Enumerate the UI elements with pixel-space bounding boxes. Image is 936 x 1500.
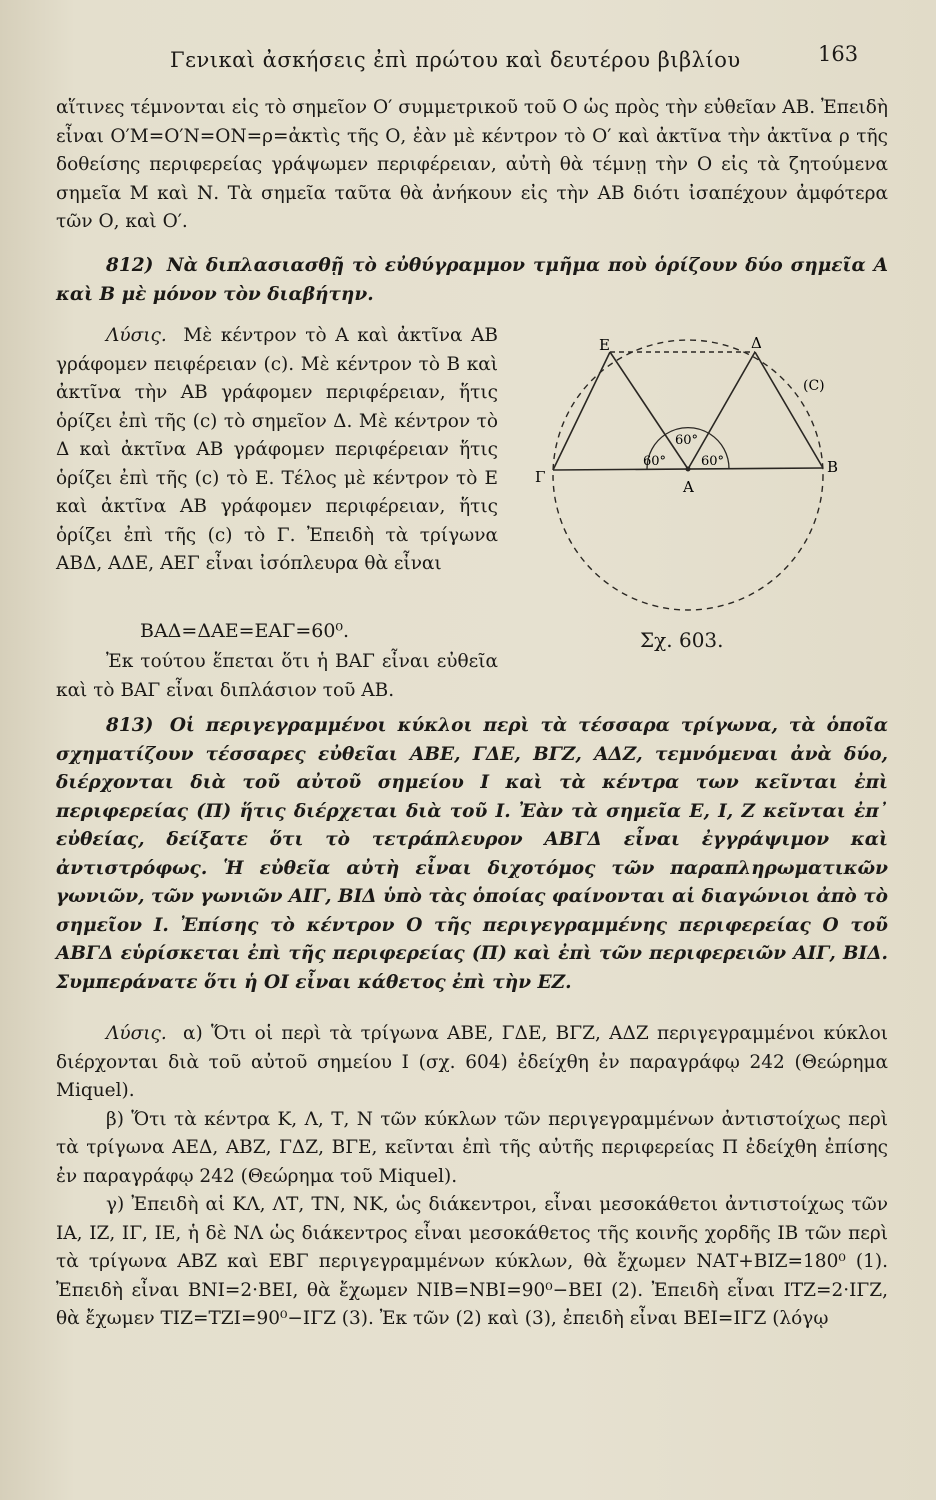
exercise-813-number: 813)	[106, 715, 154, 736]
exercise-812-statement: Νὰ διπλασιασθῇ τὸ εὐθύγραμμον τμῆμα ποὺ ὁρίζουν δύο σημεῖα Α καὶ Β μὲ μόνον τὸν διαβήτην.	[56, 255, 888, 305]
point-A	[686, 467, 691, 472]
label-A: Α	[683, 478, 694, 496]
exercise-812-conclusion-block	[56, 648, 498, 705]
exercise-812-solution	[56, 322, 498, 579]
exercise-813-statement: Οἱ περιγεγραμμένοι κύκλοι περὶ τὰ τέσσαρα τρίγωνα, τὰ ὁποῖα σχηματίζουν τέσσαρες εὐθεῖαι ΑΒΕ, ΓΔΕ, ΒΓΖ, ΑΔΖ, τεμνόμεναι ἀνὰ δύο, διέρχονται διὰ τοῦ αὐτοῦ σημείου Ι καὶ τὰ κέντρα των κεῖνται ἐπὶ περιφερείας (Π) ἥτις διέρχεται διὰ τοῦ Ι. Ἐὰν τὰ σημεῖα Ε, Ι, Ζ κεῖνται ἐπ᾽ εὐθείας, δείξατε ὅτι τὸ τετράπλευρον ΑΒΓΔ εἶναι ἐγγράψιμον καὶ ἀντιστρόφως. Ἡ εὐθεῖα αὐτὴ εἶναι διχοτόμος τῶν παραπληρωματικῶν γωνιῶν, τῶν γωνιῶν ΑΙΓ, ΒΙΔ ὑπὸ τὰς ὁποίας φαίνονται αἱ διαγώνιοι ἀπὸ τὸ σημεῖον Ι. Ἐπίσης τὸ κέντρον Ο τῆς περιγεγραμμένης περιφερείας Ο τοῦ ΑΒΓΔ εὑρίσκεται ἐπὶ τῆς περιφερείας (Π) καὶ ἐπὶ τῶν περιφερειῶν ΑΙΓ, ΒΙΔ. Συμπεράνατε ὅτι ἡ ΟΙ εἶναι κάθετος ἐπὶ τὴν ΕΖ.	[56, 715, 888, 993]
segment-E-G	[553, 352, 610, 470]
label-G: Γ	[535, 468, 546, 486]
exercise-812-number: 812)	[106, 255, 154, 276]
angle-label-left: 60°	[643, 454, 667, 469]
page-number: 163	[818, 42, 859, 66]
solution-813-label: Λύσις.	[106, 1023, 167, 1044]
solution-813-part-a: α) Ὅτι οἱ περὶ τὰ τρίγωνα ΑΒΕ, ΓΔΕ, ΒΓΖ, ΑΔΖ περιγεγραμμένοι κύκλοι διέρχονται διὰ τοῦ αὐτοῦ σημείου Ι (σχ. 604) ἐδείχθη ἐν παραγράφῳ 242 (Θεώρημα Miquel).	[56, 1023, 888, 1101]
segment-D-B	[755, 352, 823, 468]
figure-caption: Σχ. 603.	[640, 628, 724, 652]
solution-812-text: Μὲ κέντρον τὸ Α καὶ ἀκτῖνα ΑΒ γράφομεν πειφέρειαν (c). Μὲ κέντρον τὸ Β καὶ ἀκτῖνα τὴν ΑΒ γράφομεν περιφέρειαν, ἥτις ὁρίζει ἐπὶ τῆς (c) τὸ σημεῖον Δ. Μὲ κέντρον τὸ Δ καὶ ἀκτῖνα ΑΒ γράφομεν περιφέρειαν ἥτις ὁρίζει ἐπὶ τῆς (c) τὸ Ε. Τέλος μὲ κέντρον τὸ Ε καὶ ἀκτῖνα ΑΒ γράφομεν περιφέρειαν, ἥτις ὁρίζει ἐπὶ τῆς (c) τὸ Γ. Ἐπειδὴ τὰ τρίγωνα ΑΒΔ, ΑΔΕ, ΑΕΓ εἶναι ἰσόπλευρα θὰ εἶναι	[56, 325, 498, 574]
exercise-813-solution	[56, 1020, 888, 1334]
intro-paragraph-block	[56, 94, 888, 237]
angle-label-middle: 60°	[675, 433, 699, 448]
label-D: Δ	[751, 334, 762, 352]
label-E: Ε	[599, 336, 610, 354]
segment-A-D	[688, 352, 755, 469]
angle-formula: ΒΑΔ=ΔΑΕ=ΕΑΓ=60⁰.	[140, 620, 350, 642]
label-B: Β	[827, 458, 839, 476]
intro-paragraph: αἵτινες τέμνονται εἰς τὸ σημεῖον Ο′ συμμετρικοῦ τοῦ Ο ὡς πρὸς τὴν εὐθεῖαν ΑΒ. Ἐπειδὴ εἶναι Ο′Μ=Ο′Ν=ΟΝ=ρ=ἀκτὶς τῆς Ο, ἐὰν μὲ κέντρον τὸ Ο′ καὶ ἀκτῖνα τὴν ἀκτῖνα ρ τῆς δοθείσης περιφερείας γράψωμεν περιφέρειαν, αὐτὴ θὰ τέμνῃ τὴν Ο εἰς τὰ ζητούμενα σημεῖα Μ καὶ Ν. Τὰ σημεῖα ταῦτα θὰ ἀνήκουν εἰς τὴν ΑΒ διότι ἰσαπέχουν ἀμφότερα τῶν Ο, καὶ Ο′.	[56, 97, 888, 232]
page-header	[0, 42, 936, 82]
label-c: (C)	[803, 378, 825, 394]
figure-603	[525, 310, 860, 635]
circle-c	[553, 340, 823, 610]
running-title: Γενικαὶ ἀσκήσεις ἐπὶ πρώτου καὶ δευτέρου βιβλίου	[170, 48, 741, 72]
solution-812-label: Λύσις.	[106, 325, 167, 346]
exercise-813-statement-block	[56, 712, 888, 997]
segment-A-E	[610, 352, 688, 469]
exercise-812-statement-block	[56, 252, 888, 309]
angle-label-right: 60°	[701, 454, 725, 469]
solution-813-part-b: β) Ὅτι τὰ κέντρα Κ, Λ, Τ, Ν τῶν κύκλων τῶν περιγεγραμμένων ἀντιστοίχως περὶ τὰ τρίγωνα ΑΕΔ, ΑΒΖ, ΓΔΖ, ΒΓΕ, κεῖνται ἐπὶ τῆς αὐτῆς περιφερείας Π ἐδείχθη ἐπίσης ἐν παραγράφῳ 242 (Θεώρημα τοῦ Miquel).	[56, 1108, 888, 1187]
exercise-812-conclusion: Ἐκ τούτου ἕπεται ὅτι ἡ ΒΑΓ εἶναι εὐθεῖα καὶ τὸ ΒΑΓ εἶναι διπλάσιον τοῦ ΑΒ.	[56, 651, 498, 701]
solution-813-part-c: γ) Ἐπειδὴ αἱ ΚΛ, ΛΤ, ΤΝ, ΝΚ, ὡς διάκεντροι, εἶναι μεσοκάθετοι ἀντιστοίχως τῶν ΙΑ, ΙΖ, ΙΓ, ΙΕ, ἡ δὲ ΝΛ ὡς διάκεντρος εἶναι μεσοκάθετος τῆς κοινῆς χορδῆς ΙΒ τῶν περὶ τὰ τρίγωνα ΑΒΖ καὶ ΕΒΓ περιγεγραμμένων κύκλων, θὰ ἔχωμεν ΝΑΤ+ΒΙΖ=180⁰ (1). Ἐπειδὴ εἶναι ΒΝΙ=2·ΒΕΙ, θὰ ἔχωμεν ΝΙΒ=ΝΒΙ=90⁰−ΒΕΙ (2). Ἐπειδὴ εἶναι ΙΤΖ=2·ΙΓΖ, θὰ ἔχωμεν ΤΙΖ=ΤΖΙ=90⁰−ΙΓΖ (3). Ἐκ τῶν (2) καὶ (3), ἐπειδὴ εἶναι ΒΕΙ=ΙΓΖ (λόγῳ	[56, 1194, 888, 1329]
